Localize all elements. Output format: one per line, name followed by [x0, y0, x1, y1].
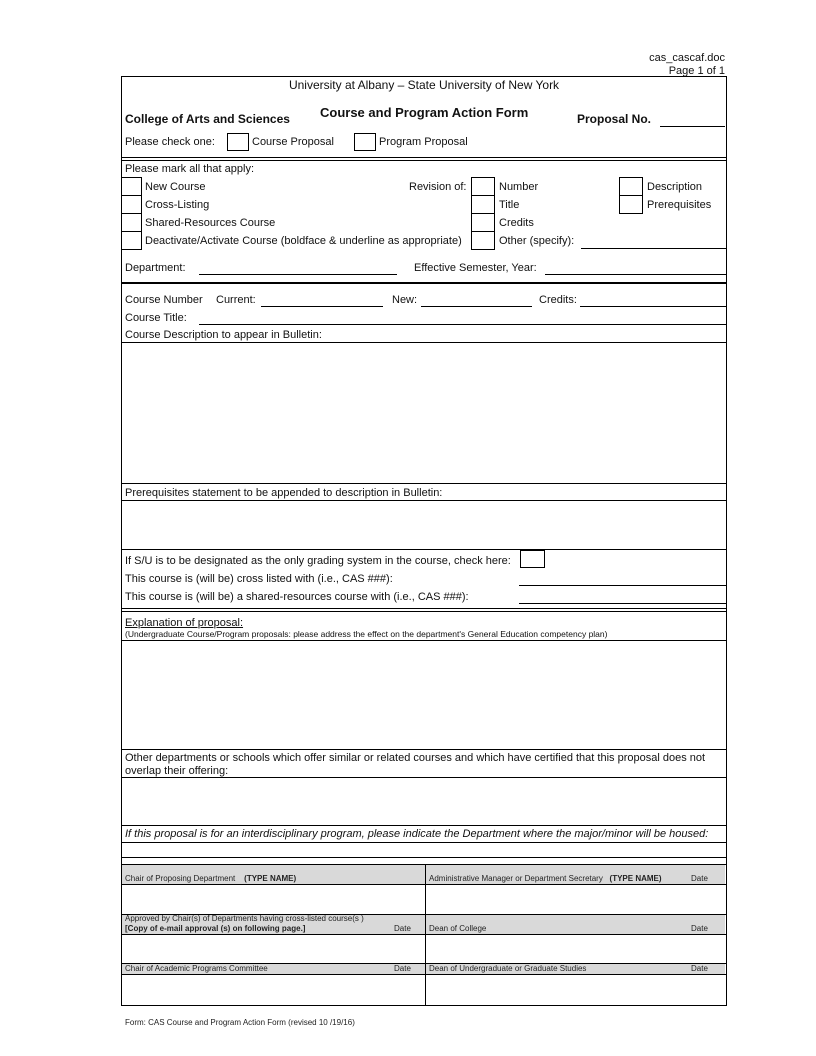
revision-title-label: Title	[499, 199, 520, 211]
current-number-field[interactable]	[261, 306, 383, 307]
program-proposal-checkbox[interactable]	[354, 133, 376, 151]
type-name-label: (TYPE NAME)	[244, 874, 297, 883]
cross-listed-label: This course is (will be) cross listed with (i.e., CAS ###):	[125, 573, 393, 585]
chair-proposing-text: Chair of Proposing Department	[125, 874, 236, 883]
dean-studies-signature-field[interactable]	[426, 975, 725, 1004]
revision-of-label: Revision of:	[409, 181, 467, 193]
credits-label: Credits:	[539, 294, 577, 306]
chair-proposing-label	[125, 874, 296, 884]
effective-semester-label: Effective Semester, Year:	[414, 262, 537, 274]
signature-column-divider	[425, 864, 426, 1005]
other-departments-field[interactable]	[122, 778, 725, 825]
new-label: New:	[392, 294, 418, 306]
date-label: Date	[691, 964, 708, 973]
form-footer: Form: CAS Course and Program Action Form (revised 10 /19/16)	[125, 1018, 355, 1027]
description-checkbox[interactable]	[619, 177, 643, 196]
page-indicator: Page 1 of 1	[668, 65, 725, 77]
date-label: Date	[394, 924, 411, 933]
cross-listing-checkbox[interactable]	[121, 195, 142, 214]
interdisciplinary-field[interactable]	[122, 843, 725, 857]
admin-manager-signature-field[interactable]	[426, 885, 725, 914]
department-label: Department:	[125, 262, 186, 274]
date-label: Date	[691, 874, 708, 883]
proposal-no-label: Proposal No.	[577, 112, 652, 126]
shared-resources-with-label: This course is (will be) a shared-resources course with (i.e., CAS ###):	[125, 591, 469, 603]
dean-college-signature-field[interactable]	[426, 935, 725, 963]
interdisciplinary-label: If this proposal is for an interdisciplinary program, please indicate the Department where the major/minor will be housed:	[125, 828, 709, 840]
new-course-checkbox[interactable]	[121, 177, 142, 196]
chair-proposing-signature-field[interactable]	[122, 885, 425, 914]
cross-listing-label: Cross-Listing	[145, 199, 210, 211]
divider	[121, 483, 726, 484]
type-name-label-2: (TYPE NAME)	[609, 874, 662, 883]
college-name: College of Arts and Sciences	[125, 112, 290, 126]
course-title-label: Course Title:	[125, 312, 187, 324]
proposal-no-field[interactable]	[660, 126, 725, 127]
revision-credits-label: Credits	[499, 217, 534, 229]
dean-college-label: Dean of College	[429, 924, 487, 933]
chair-academic-signature-field[interactable]	[122, 975, 425, 1004]
su-grading-checkbox[interactable]	[520, 550, 545, 568]
su-grading-label: If S/U is to be designated as the only grading system in the course, check here:	[125, 555, 511, 567]
explanation-note: (Undergraduate Course/Program proposals: please address the effect on the department's General Education competency plan)	[125, 629, 608, 639]
prerequisites-statement-field[interactable]	[122, 501, 725, 549]
mark-all-label: Please mark all that apply:	[125, 163, 255, 175]
check-one-label: Please check one:	[125, 136, 215, 148]
copy-email-label: [Copy of e-mail approval (s) on following page.]	[125, 924, 306, 933]
revision-number-checkbox[interactable]	[471, 177, 495, 196]
shared-resources-field[interactable]	[519, 603, 726, 604]
approved-by-label: Approved by Chair(s) of Departments having cross-listed course(s )	[125, 914, 364, 923]
approved-by-signature-field[interactable]	[122, 935, 425, 963]
revision-title-checkbox[interactable]	[471, 195, 495, 214]
revision-credits-checkbox[interactable]	[471, 213, 495, 232]
cross-listed-field[interactable]	[519, 585, 726, 586]
course-description-field[interactable]	[122, 343, 725, 483]
course-title-field[interactable]	[199, 324, 726, 325]
other-departments-text: Other departments or schools which offer similar or related courses and which have certified that this proposal does not overlap their offering:	[125, 752, 706, 777]
program-proposal-label: Program Proposal	[379, 136, 468, 148]
prerequisites-checkbox[interactable]	[619, 195, 643, 214]
course-proposal-checkbox[interactable]	[227, 133, 249, 151]
new-course-label: New Course	[145, 181, 206, 193]
document-filename: cas_cascaf.doc	[649, 52, 725, 64]
revision-number-label: Number	[499, 181, 539, 193]
divider	[121, 549, 726, 550]
chair-academic-label: Chair of Academic Programs Committee	[125, 964, 268, 973]
admin-manager-text: Administrative Manager or Department Secretary	[429, 874, 603, 883]
other-departments-label	[125, 752, 723, 778]
prerequisites-statement-label: Prerequisites statement to be appended to description in Bulletin:	[125, 487, 443, 499]
shared-resources-label: Shared-Resources Course	[145, 217, 276, 229]
department-field[interactable]	[199, 274, 397, 275]
date-label: Date	[394, 964, 411, 973]
course-number-label: Course Number	[125, 294, 203, 306]
divider	[121, 749, 726, 750]
dean-studies-label: Dean of Undergraduate or Graduate Studies	[429, 964, 587, 973]
section-divider	[121, 608, 726, 612]
new-number-field[interactable]	[421, 306, 532, 307]
form-title: Course and Program Action Form	[320, 105, 529, 120]
credits-field[interactable]	[580, 306, 726, 307]
deactivate-label: Deactivate/Activate Course (boldface & underline as appropriate)	[145, 235, 462, 247]
deactivate-checkbox[interactable]	[121, 231, 142, 250]
prerequisites-label: Prerequisites	[647, 199, 712, 211]
date-label: Date	[691, 924, 708, 933]
course-proposal-label: Course Proposal	[252, 136, 334, 148]
divider	[121, 857, 726, 858]
section-divider	[121, 157, 726, 161]
section-divider	[121, 282, 726, 284]
shared-resources-checkbox[interactable]	[121, 213, 142, 232]
revision-other-label: Other (specify):	[499, 235, 575, 247]
divider	[121, 825, 726, 826]
course-description-label: Course Description to appear in Bulletin:	[125, 329, 322, 341]
other-specify-field[interactable]	[581, 248, 726, 249]
current-label: Current:	[216, 294, 256, 306]
admin-manager-label	[429, 874, 662, 884]
university-heading: University at Albany – State University of New York	[288, 78, 560, 92]
explanation-label: Explanation of proposal:	[125, 617, 244, 629]
revision-other-checkbox[interactable]	[471, 231, 495, 250]
description-label: Description	[647, 181, 703, 193]
effective-semester-field[interactable]	[545, 274, 726, 275]
explanation-field[interactable]	[122, 641, 725, 749]
